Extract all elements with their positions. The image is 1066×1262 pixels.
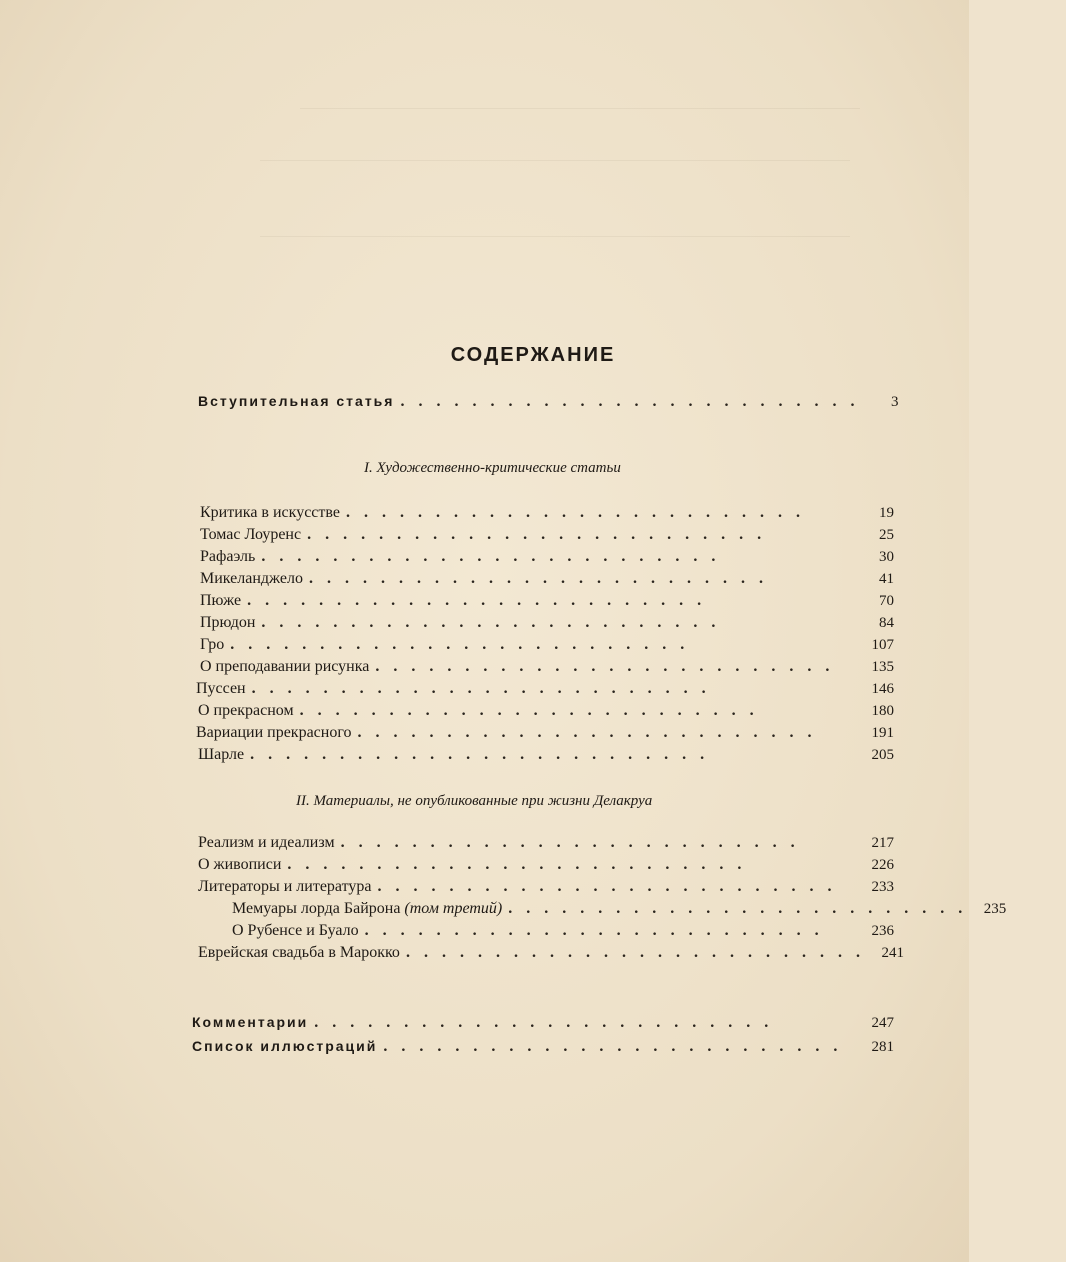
toc-row-label: О преподавании рисунка xyxy=(200,658,370,675)
toc-row-page: 235 xyxy=(983,901,1007,917)
toc-row-sub xyxy=(232,900,1007,922)
toc-row-label: Томас Лоуренс xyxy=(200,526,302,543)
leader-dots: .......................... xyxy=(377,878,846,895)
leader-dots: .......................... xyxy=(307,526,776,543)
toc-row-page: 205 xyxy=(871,747,894,763)
toc-row-page: 247 xyxy=(871,1015,894,1031)
leader-dots: .......................... xyxy=(400,393,869,410)
toc-row-intro xyxy=(198,393,898,415)
toc-row-page: 241 xyxy=(881,945,904,961)
toc-row-page: 19 xyxy=(879,505,894,521)
toc-row xyxy=(200,636,894,658)
section-heading: I. Художественно-критические статьи xyxy=(364,460,621,476)
toc-row-label: Гро xyxy=(200,636,225,653)
leader-dots: .......................... xyxy=(230,636,699,653)
toc-row-page: 84 xyxy=(879,615,894,631)
toc-row-page: 3 xyxy=(890,394,899,410)
toc-row-label: Критика в искусстве xyxy=(200,504,340,521)
toc-row-label: Реализм и идеализм xyxy=(198,834,335,851)
toc-row-end xyxy=(192,1014,894,1036)
toc-row-label xyxy=(232,900,508,918)
toc-row xyxy=(200,526,894,548)
bleed-through-line xyxy=(260,236,850,237)
toc-row-page: 233 xyxy=(871,879,894,895)
toc-row-page: 25 xyxy=(879,527,894,543)
toc-row xyxy=(200,548,894,570)
toc-row-label-em: (том третий) xyxy=(404,900,503,917)
toc-row-label: Список иллюстраций xyxy=(192,1038,378,1054)
toc-row xyxy=(198,746,894,768)
bleed-through-line xyxy=(300,108,860,109)
leader-dots: .......................... xyxy=(364,922,833,939)
toc-row-page: 191 xyxy=(871,725,894,741)
toc-row-label: Вариации прекрасного xyxy=(196,724,352,741)
toc-row-label: Пюже xyxy=(200,592,242,609)
toc-row-label-main: Мемуары лорда Байрона xyxy=(232,900,401,917)
toc-row xyxy=(198,878,894,900)
toc-row-label: Шарле xyxy=(198,746,245,763)
section-heading-prefix: II. xyxy=(296,793,314,809)
toc-row-page: 41 xyxy=(879,571,894,587)
toc-row-page: 236 xyxy=(871,923,894,939)
toc-row-label: О прекрасном xyxy=(198,702,294,719)
section-heading-text: Материалы, не опубликованные при жизни Делакруа xyxy=(313,793,653,809)
toc-row-label: Микеланджело xyxy=(200,570,303,587)
leader-dots: .......................... xyxy=(287,856,756,873)
toc-row-label: О живописи xyxy=(198,856,282,873)
toc-row xyxy=(200,570,894,592)
toc-row-label: Комментарии xyxy=(192,1014,309,1030)
toc-row-page: 281 xyxy=(871,1039,894,1055)
toc-row xyxy=(200,504,894,526)
toc-row xyxy=(198,702,894,724)
toc-row-page: 217 xyxy=(871,835,894,851)
leader-dots: .......................... xyxy=(299,702,768,719)
toc-row-page: 180 xyxy=(871,703,894,719)
toc-row xyxy=(198,834,894,856)
leader-dots: .......................... xyxy=(314,1014,783,1031)
section-heading xyxy=(296,793,652,810)
bleed-through-line xyxy=(260,160,850,161)
leader-dots: .......................... xyxy=(383,1038,852,1055)
toc-row xyxy=(200,658,894,680)
toc-row-end xyxy=(192,1038,894,1060)
leader-dots: .......................... xyxy=(508,900,977,917)
toc-row-label: Вступительная статья xyxy=(198,393,395,409)
toc-row-label: Литераторы и литература xyxy=(198,878,372,895)
leader-dots: .......................... xyxy=(405,944,874,961)
toc-row-page: 146 xyxy=(871,681,894,697)
toc-row-label: О Рубенсе и Буало xyxy=(232,922,359,939)
leader-dots: .......................... xyxy=(308,570,777,587)
leader-dots: .......................... xyxy=(247,592,716,609)
toc-row-page: 135 xyxy=(871,659,894,675)
toc-row-page: 226 xyxy=(871,857,894,873)
leader-dots: .......................... xyxy=(261,614,730,631)
leader-dots: .......................... xyxy=(261,548,730,565)
toc-title: СОДЕРЖАНИЕ xyxy=(450,344,616,366)
leader-dots: .......................... xyxy=(357,724,826,741)
toc-row xyxy=(196,680,894,702)
toc-row-label: Пуссен xyxy=(196,680,246,697)
toc-row-label: Еврейская свадьба в Марокко xyxy=(198,944,400,961)
toc-row-page: 70 xyxy=(879,593,894,609)
toc-row-page: 30 xyxy=(879,549,894,565)
leader-dots: .......................... xyxy=(251,680,720,697)
toc-row xyxy=(198,856,894,878)
leader-dots: .......................... xyxy=(250,746,719,763)
leader-dots: .......................... xyxy=(345,504,814,521)
toc-row-sub xyxy=(232,922,894,944)
toc-row-label: Прюдон xyxy=(200,614,256,631)
toc-row xyxy=(198,944,904,966)
leader-dots: .......................... xyxy=(375,658,844,675)
leader-dots: .......................... xyxy=(340,834,809,851)
toc-row xyxy=(200,614,894,636)
toc-row xyxy=(196,724,894,746)
toc-row xyxy=(200,592,894,614)
toc-row-label: Рафаэль xyxy=(200,548,256,565)
toc-row-page: 107 xyxy=(871,637,894,653)
